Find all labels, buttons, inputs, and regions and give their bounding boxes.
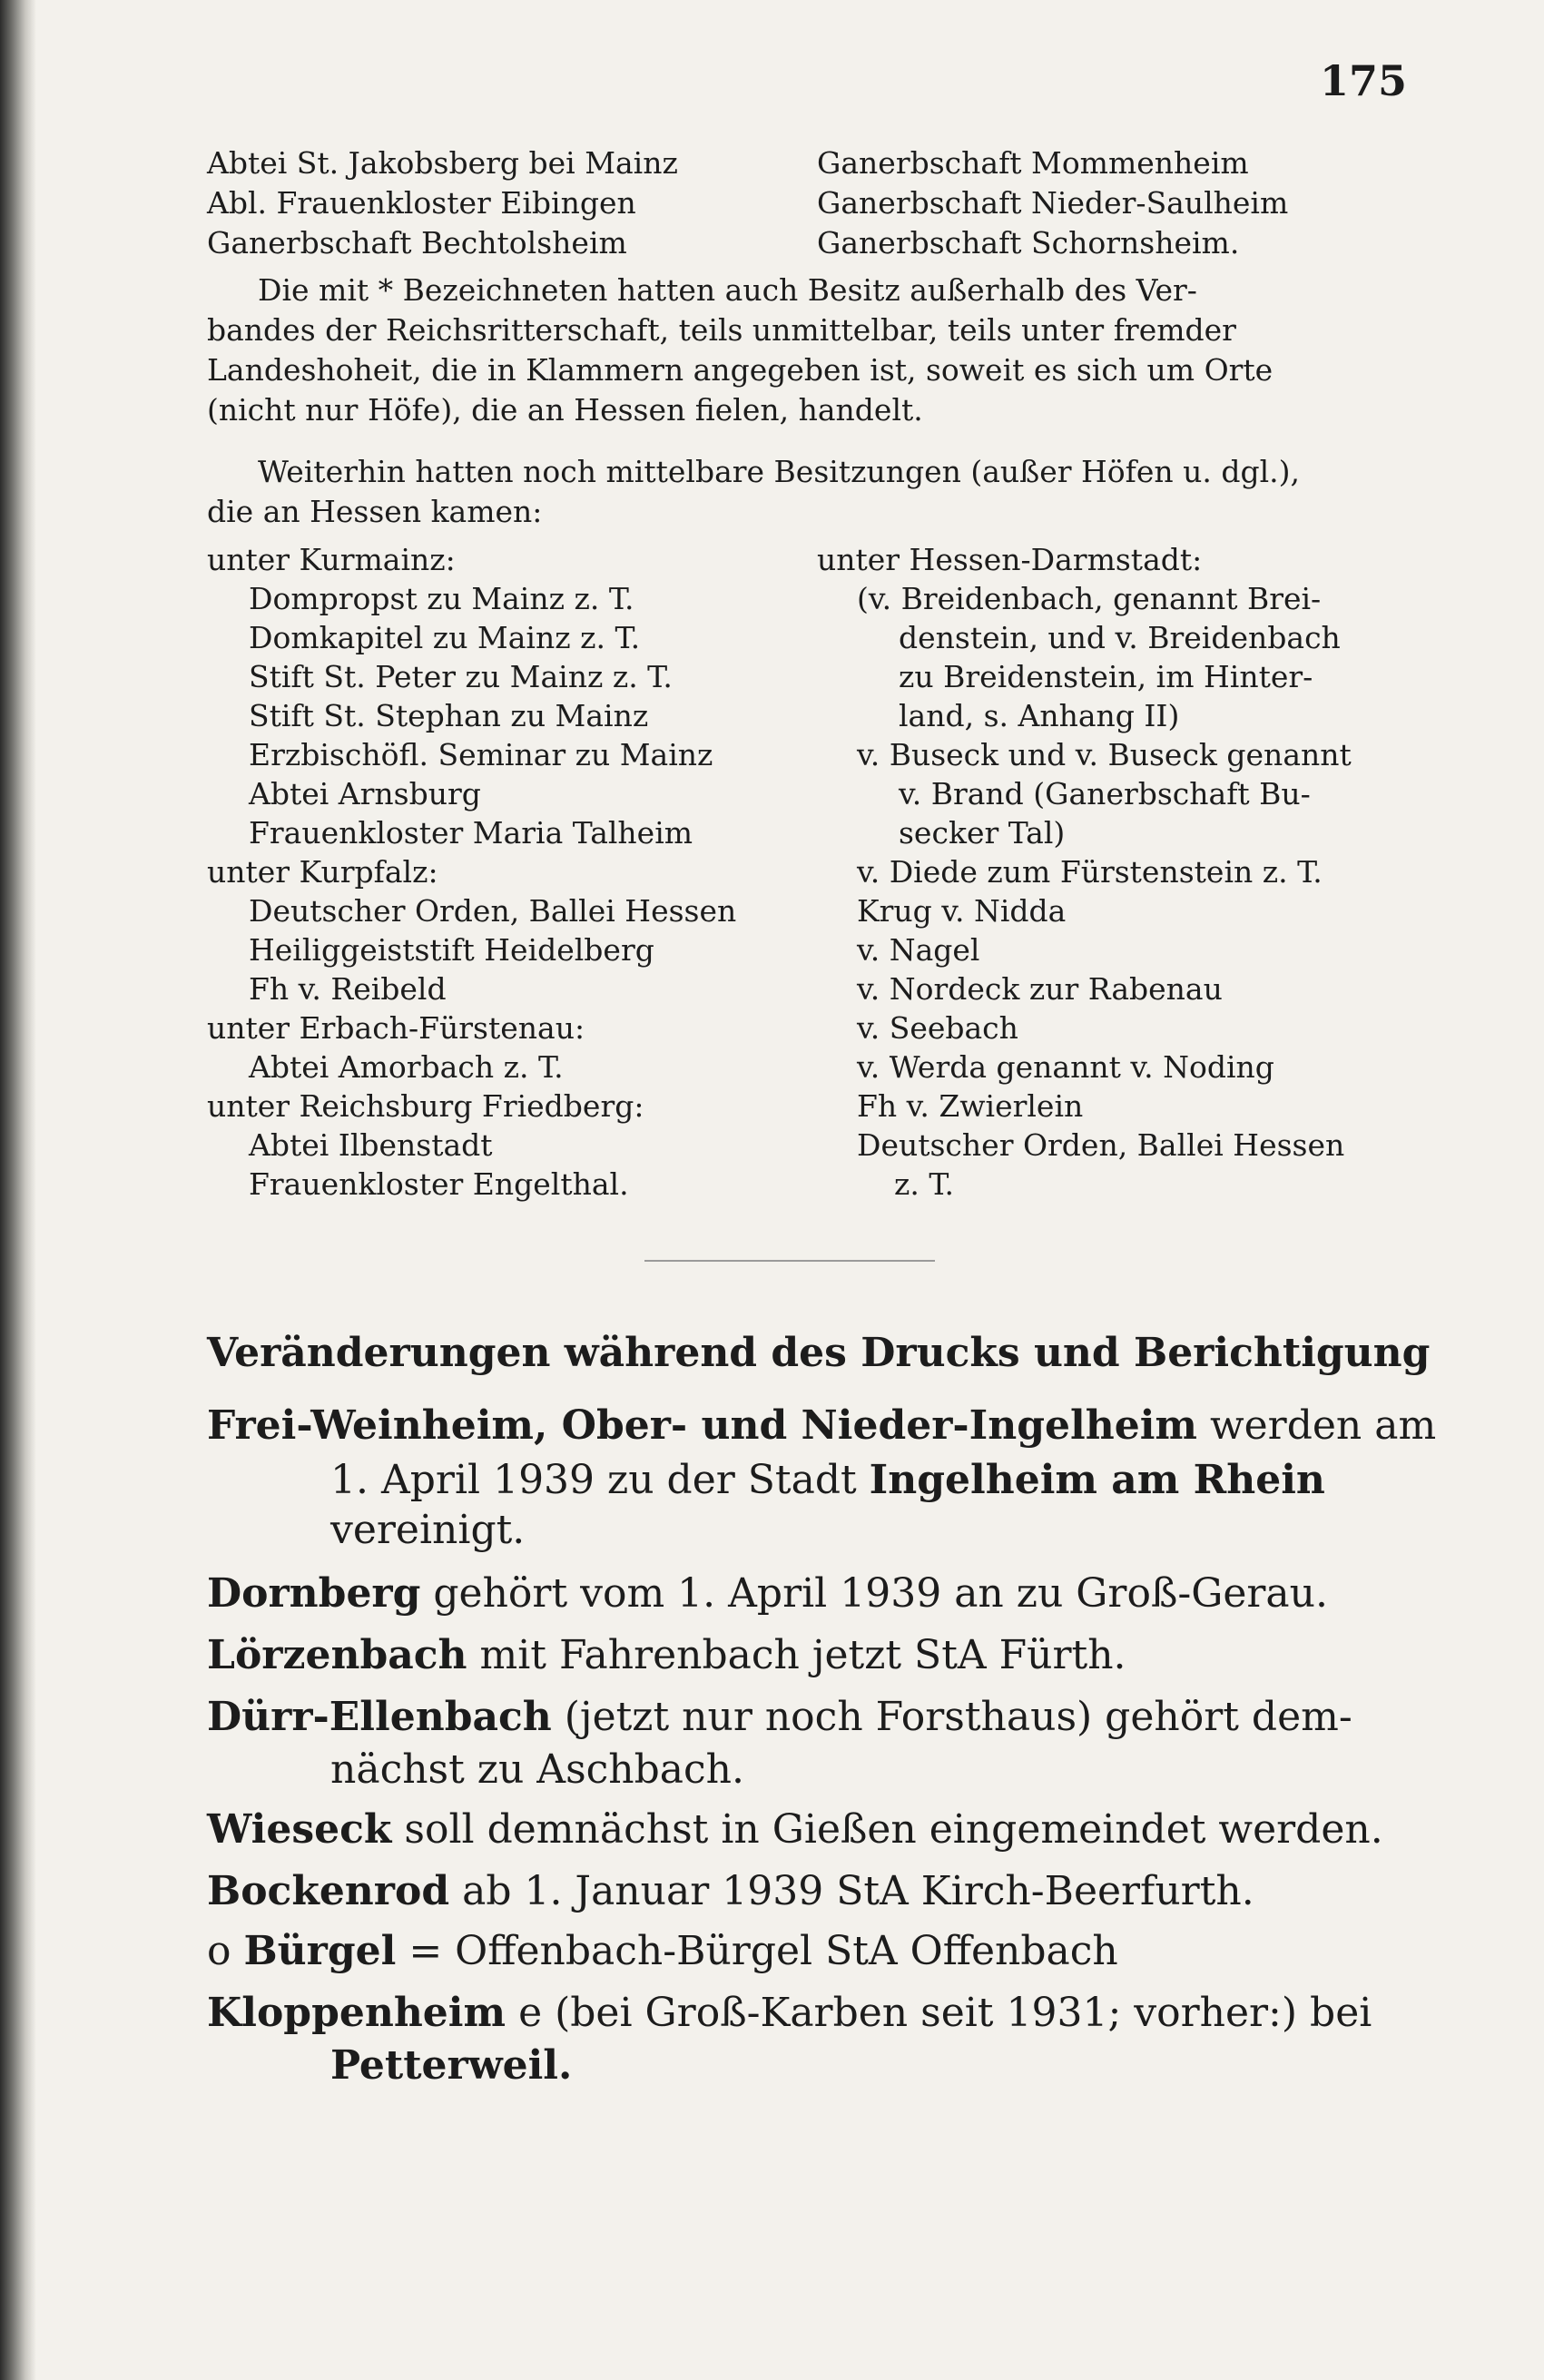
left-column-item: Deutscher Orden, Ballei Hessen (249, 893, 737, 929)
correction-line (330, 1457, 1325, 1503)
left-column-item: Stift St. Peter zu Mainz z. T. (249, 659, 673, 694)
right-column-item: v. Diede zum Fürstenstein z. T. (857, 854, 1323, 890)
right-column-item: v. Seebach (857, 1010, 1018, 1046)
place-name: Bockenrod (207, 1868, 450, 1914)
left-column-item: Domkapitel zu Mainz z. T. (249, 620, 641, 655)
place-name: Ingelheim am Rhein (869, 1457, 1325, 1503)
correction-text: werden am (1196, 1402, 1437, 1449)
correction-text: (jetzt nur noch Forsthaus) gehört dem- (551, 1694, 1352, 1740)
list-item-left: Ganerbschaft Bechtolsheim (207, 225, 627, 261)
correction-line (207, 1868, 1254, 1914)
right-column-item: unter Hessen-Darmstadt: (817, 542, 1203, 577)
correction-text: nächst zu Aschbach. (330, 1746, 745, 1793)
left-column-item: unter Kurpfalz: (207, 854, 438, 890)
correction-line (207, 1928, 1118, 1974)
correction-line (207, 1402, 1436, 1449)
paragraph-line: bandes der Reichsritterschaft, teils unmittelbar, teils unter fremder (207, 312, 1236, 348)
right-column-item: v. Nordeck zur Rabenau (857, 971, 1223, 1007)
left-column-item: Abtei Amorbach z. T. (249, 1049, 564, 1085)
correction-line (207, 1570, 1328, 1617)
correction-text: e (bei Groß-Karben seit 1931; vorher:) bei (506, 1990, 1372, 2036)
list-item-right: Ganerbschaft Nieder-Saulheim (817, 185, 1289, 221)
place-name: Kloppenheim (207, 1990, 506, 2036)
left-column-item: Frauenkloster Engelthal. (249, 1166, 629, 1202)
left-column-item: Heiliggeiststift Heidelberg (249, 932, 654, 968)
right-column-item: land, s. Anhang II) (899, 698, 1180, 733)
correction-line (330, 1746, 744, 1793)
place-name: Petterweil. (330, 2042, 573, 2089)
correction-line (330, 1507, 525, 1553)
correction-line (207, 1632, 1126, 1678)
left-column-item: Frauenkloster Maria Talheim (249, 815, 693, 851)
right-column-item: zu Breidenstein, im Hinter- (899, 659, 1313, 694)
correction-line (207, 1806, 1383, 1853)
left-column-item: Erzbischöfl. Seminar zu Mainz (249, 737, 713, 772)
correction-line (330, 2042, 572, 2089)
right-column-item: secker Tal) (899, 815, 1066, 851)
section-divider (644, 1260, 935, 1262)
right-column-item: v. Buseck und v. Buseck genannt (857, 737, 1352, 772)
right-column-item: v. Nagel (857, 932, 980, 968)
correction-text: mit Fahrenbach jetzt StA Fürth. (467, 1632, 1126, 1678)
right-column-item: Fh v. Zwierlein (857, 1088, 1084, 1124)
left-column-item: unter Erbach-Fürstenau: (207, 1010, 585, 1046)
section-heading: Veränderungen während des Drucks und Berichtigung (207, 1330, 1431, 1376)
correction-text: soll demnächst in Gießen eingemeindet werden. (391, 1806, 1383, 1853)
page-number: 175 (1319, 56, 1407, 105)
list-item-left: Abtei St. Jakobsberg bei Mainz (207, 145, 678, 181)
list-item-right: Ganerbschaft Schornsheim. (817, 225, 1240, 261)
place-name: Dornberg (207, 1570, 421, 1617)
correction-text: vereinigt. (330, 1507, 526, 1553)
left-column-item: unter Kurmainz: (207, 542, 456, 577)
left-column-item: Dompropst zu Mainz z. T. (249, 581, 634, 616)
left-column-item: Abtei Arnsburg (249, 776, 481, 811)
correction-text: gehört vom 1. April 1939 an zu Groß-Gerau. (420, 1570, 1328, 1617)
place-name: Lörzenbach (207, 1632, 467, 1678)
correction-line (207, 1990, 1372, 2036)
paragraph-line: Landeshoheit, die in Klammern angegeben ist, soweit es sich um Orte (207, 352, 1274, 388)
place-name: Dürr-Ellenbach (207, 1694, 552, 1740)
paragraph-line: Die mit * Bezeichneten hatten auch Besitz außerhalb des Ver- (258, 272, 1197, 308)
correction-line (207, 1694, 1352, 1740)
left-column-item: Stift St. Stephan zu Mainz (249, 698, 649, 733)
list-item-right: Ganerbschaft Mommenheim (817, 145, 1249, 181)
place-name: Bürgel (243, 1928, 397, 1974)
correction-text: 1. April 1939 zu der Stadt (330, 1457, 870, 1503)
correction-text: ab 1. Januar 1939 StA Kirch-Beerfurth. (449, 1868, 1254, 1914)
paragraph-line: (nicht nur Höfe), die an Hessen fielen, handelt. (207, 392, 923, 428)
right-column-item: (v. Breidenbach, genannt Brei- (857, 581, 1322, 616)
left-column-item: Fh v. Reibeld (249, 971, 447, 1007)
left-column-item: Abtei Ilbenstadt (249, 1127, 493, 1163)
correction-text: o (207, 1928, 244, 1974)
place-name: Wieseck (207, 1806, 392, 1853)
right-column-item: Deutscher Orden, Ballei Hessen (857, 1127, 1345, 1163)
list-item-left: Abl. Frauenkloster Eibingen (207, 185, 636, 221)
right-column-item: v. Werda genannt v. Noding (857, 1049, 1274, 1085)
paragraph-line: die an Hessen kamen: (207, 494, 543, 529)
correction-text: = Offenbach-Bürgel StA Offenbach (396, 1928, 1118, 1974)
paragraph-line: Weiterhin hatten noch mittelbare Besitzungen (außer Höfen u. dgl.), (258, 454, 1301, 489)
book-spine-shadow (0, 0, 36, 2380)
place-name: Frei-Weinheim, Ober- und Nieder-Ingelheim (207, 1402, 1197, 1449)
right-column-item: denstein, und v. Breidenbach (899, 620, 1341, 655)
right-column-item: Krug v. Nidda (857, 893, 1067, 929)
right-column-item: v. Brand (Ganerbschaft Bu- (899, 776, 1311, 811)
left-column-item: unter Reichsburg Friedberg: (207, 1088, 644, 1124)
right-column-item: z. T. (894, 1166, 955, 1202)
